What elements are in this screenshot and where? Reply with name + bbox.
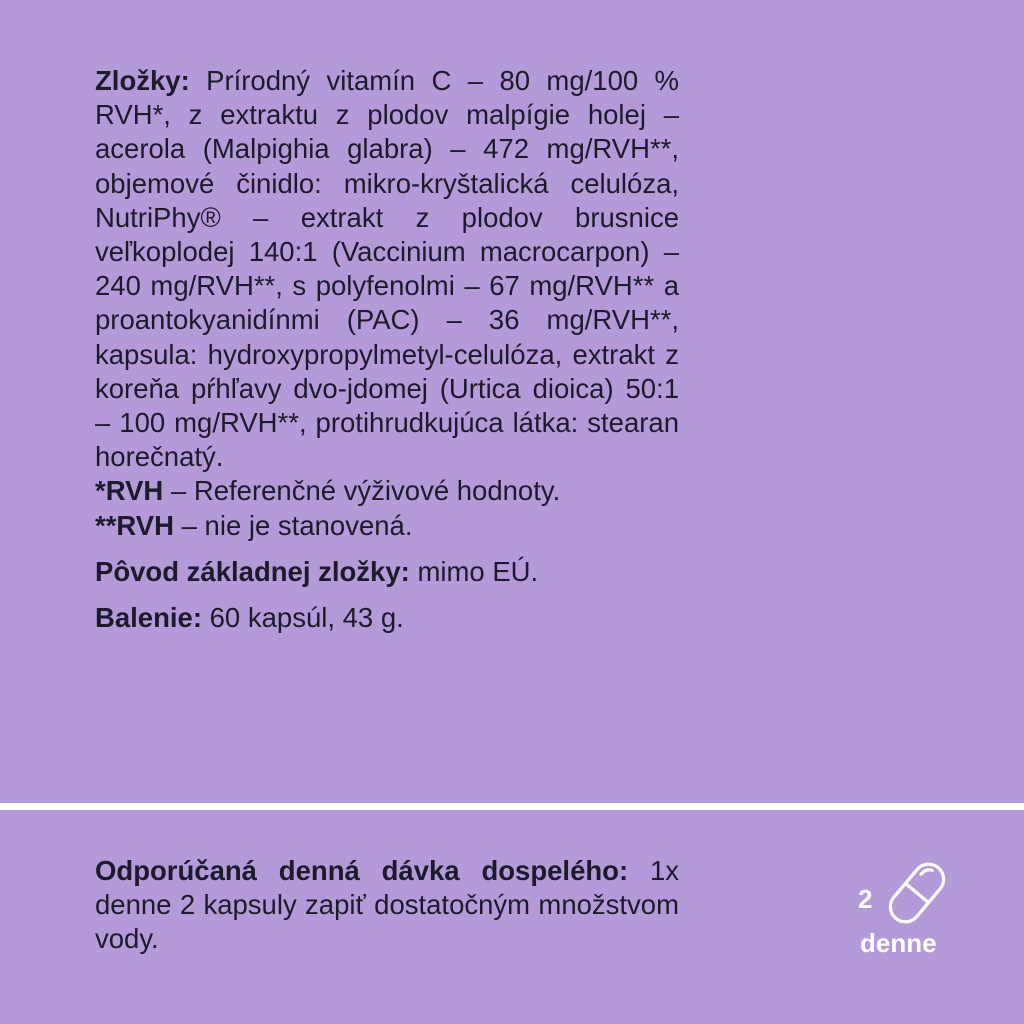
footnote-rvh-label: *RVH xyxy=(95,475,164,507)
capsule-icon xyxy=(886,858,948,928)
ingredients-paragraph xyxy=(95,64,679,474)
package-label: Balenie: xyxy=(95,602,202,634)
dosage-label: Odporúčaná denná dávka dospelého: xyxy=(95,855,629,886)
footnote-rvh-text: – Referenčné výživové hodnoty. xyxy=(163,475,561,507)
badge-count: 2 xyxy=(858,884,873,914)
package-paragraph xyxy=(95,601,679,635)
product-info xyxy=(95,64,679,635)
footnote-rvh-double xyxy=(95,509,679,543)
daily-dose-badge xyxy=(858,858,968,968)
origin-paragraph xyxy=(95,555,679,589)
footnote-rvh-double-text: – nie je stanovená. xyxy=(173,509,413,541)
badge-unit: denne xyxy=(860,928,937,958)
footnotes xyxy=(95,474,679,542)
package-text: 60 kapsúl, 43 g. xyxy=(201,602,404,634)
dosage-text: 1x denne 2 kapsuly zapiť dostatočným množstvom vody. xyxy=(95,855,680,955)
ingredients-text: Prírodný vitamín C – 80 mg/100 % RVH*, z extraktu z plodov malpígie holej – acerola (Malpighia glabra) – 472 mg/RVH**, objemové činidlo: mikro-kryštalická celulóza, NutriPhy® – extrakt z plodov brusnice veľkoplodej 140:1 (Vaccinium macrocarpon) – 240 mg/RVH**, s polyfenolmi – 67 mg/RVH** a proantokyanidínmi (PAC) – 36 mg/RVH**, kapsula: hydroxypropylmetyl-celulóza, extrakt z koreňa pŕhľavy dvo-jdomej (Urtica dioica) 50:1 – 100 mg/RVH**, protihrudkujúca látka: stearan horečnatý. xyxy=(95,65,679,473)
origin-text: mimo EÚ. xyxy=(409,555,539,587)
ingredients-label: Zložky: xyxy=(95,65,190,96)
footnote-rvh-double-label: **RVH xyxy=(95,509,174,541)
section-divider xyxy=(0,803,1024,810)
footnote-rvh xyxy=(95,474,679,508)
dosage-paragraph xyxy=(95,854,679,957)
origin-label: Pôvod základnej zložky: xyxy=(95,555,410,587)
